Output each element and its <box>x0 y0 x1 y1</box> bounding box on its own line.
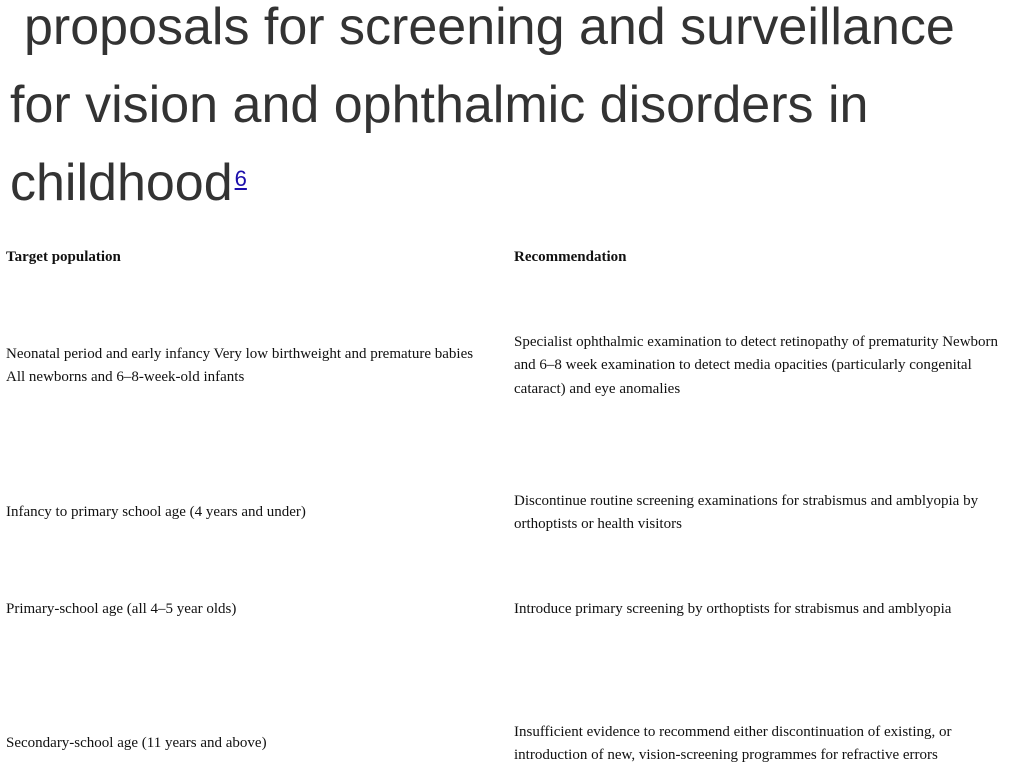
page-title-text: proposals for screening and surveillance for vision and ophthalmic disorders in childhood <box>10 0 955 212</box>
column-header-recommendation: Recommendation <box>514 249 627 266</box>
target-population-cell: Secondary-school age (11 years and above) <box>6 735 267 752</box>
recommendations-table <box>6 240 1024 768</box>
target-population-cell: Primary-school age (all 4–5 year olds) <box>6 601 237 618</box>
table-row <box>6 276 1024 456</box>
recommendation-cell: Discontinue routine screening examinations for strabismus and amblyopia by orthoptists or health visitors <box>514 492 979 532</box>
column-header-target-population: Target population <box>6 249 121 266</box>
footnote-reference-link[interactable]: 6 <box>234 166 247 191</box>
table-row <box>6 664 1024 768</box>
table-header-row <box>6 240 1024 276</box>
table-row <box>6 556 1024 664</box>
page-title <box>10 0 1010 232</box>
target-population-cell: Neonatal period and early infancy Very low birthweight and premature babies All newborns and 6–8-week-old infants <box>6 345 474 385</box>
table-row <box>6 470 1024 556</box>
target-population-cell: Infancy to primary school age (4 years and under) <box>6 504 306 521</box>
recommendation-cell: Specialist ophthalmic examination to detect retinopathy of prematurity Newborn and 6–8 week examination to detect media opacities (particularly congenital cataract) and eye anomalies <box>514 333 999 397</box>
recommendation-cell: Introduce primary screening by orthoptists for strabismus and amblyopia <box>514 601 952 618</box>
recommendation-cell: Insufficient evidence to recommend either discontinuation of existing, or introduction of new, vision-screening programmes for refractive errors <box>514 723 952 763</box>
